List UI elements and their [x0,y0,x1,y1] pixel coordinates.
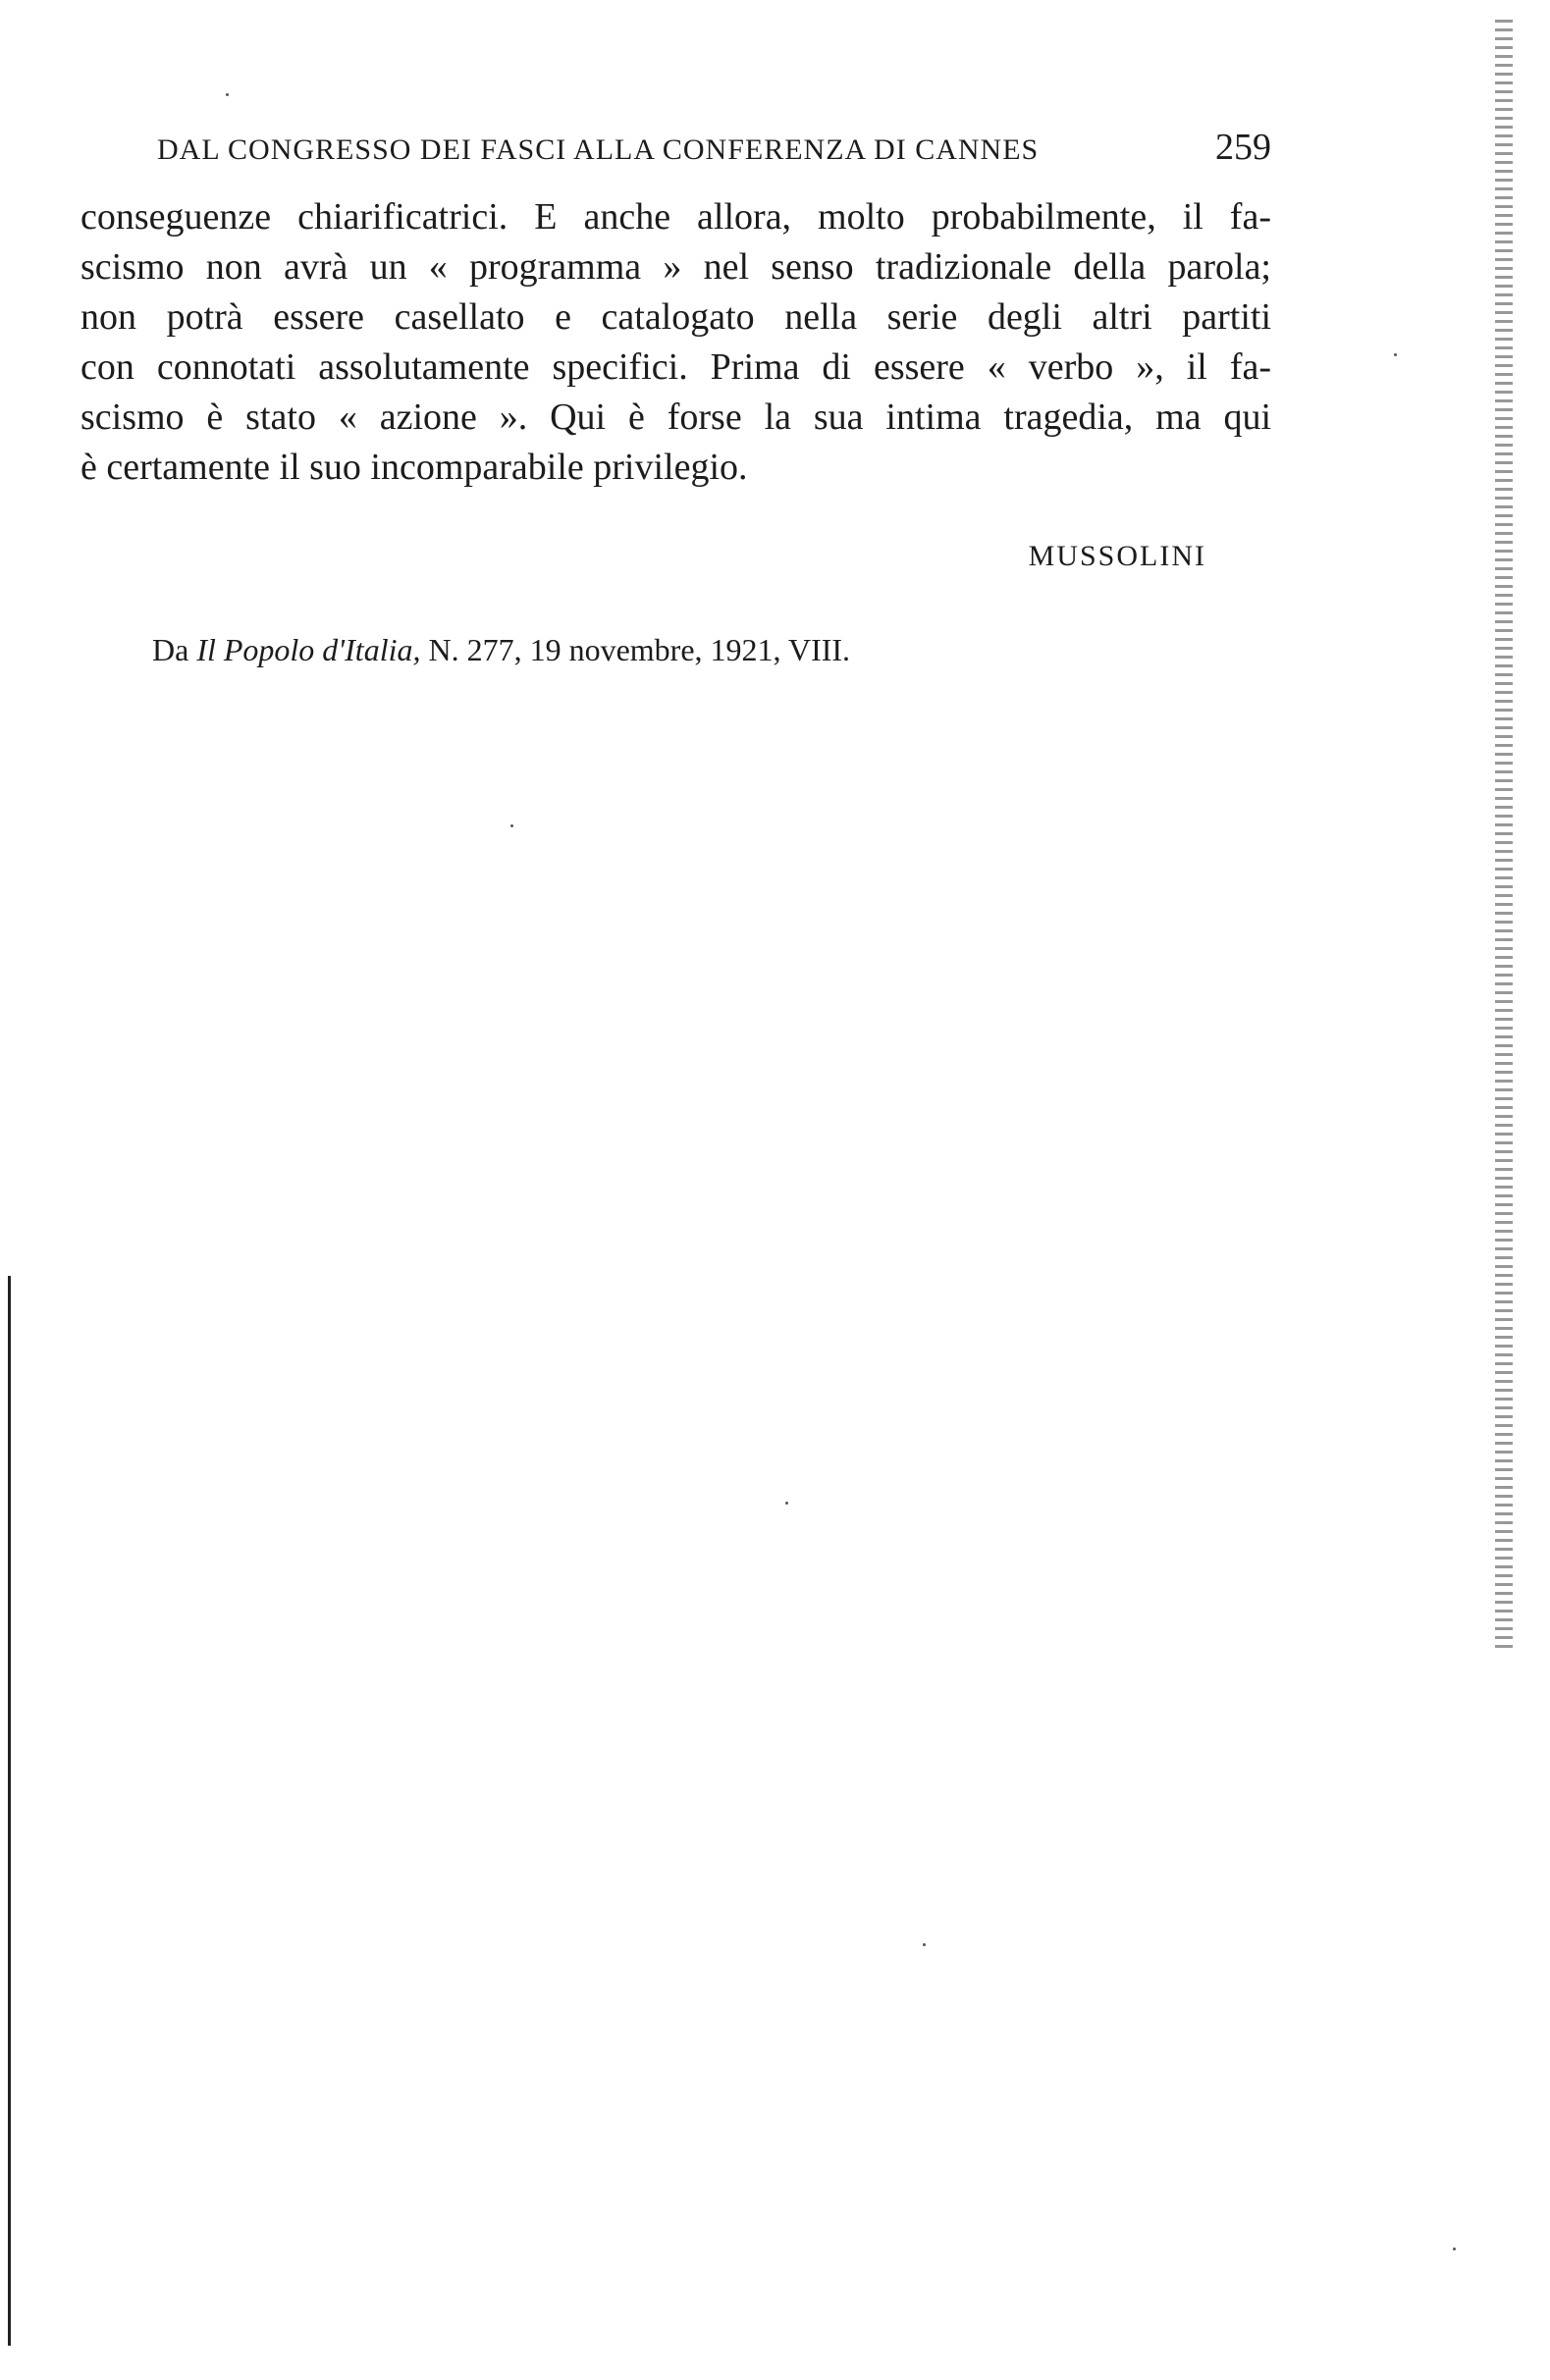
body-line: non potrà essere casellato e catalogato nella serie degli altri partiti [80,296,1271,338]
source-citation [152,632,850,668]
scan-speck [226,93,229,96]
scan-speck [923,1943,926,1946]
author-signature: MUSSOLINI [1028,540,1206,572]
scan-speck [785,1502,788,1505]
body-line: conseguenze chiarificatrici. E anche allora, molto probabilmente, il fa- [80,196,1271,238]
body-line: con connotati assolutamente specifici. Prima di essere « verbo », il fa- [80,346,1271,388]
scan-speck [510,824,513,827]
body-line: è certamente il suo incomparabile privilegio. [80,447,748,488]
scan-speck [1394,353,1397,356]
scan-edge-left [8,1276,11,2346]
source-publication: Il Popolo d'Italia, [196,632,421,667]
body-line: scismo è stato « azione ». Qui è forse la sua intima tragedia, ma qui [80,397,1271,438]
page-number: 259 [1215,127,1271,168]
running-title: DAL CONGRESSO DEI FASCI ALLA CONFERENZA DI CANNES [157,133,1040,166]
scan-edge-right [1495,20,1513,1649]
scan-speck [1453,2248,1456,2250]
body-paragraph [80,192,1271,493]
source-prefix: Da [152,632,189,667]
running-header [157,126,1271,173]
body-line: scismo non avrà un « programma » nel senso tradizionale della parola; [80,246,1271,288]
source-details: N. 277, 19 novembre, 1921, VIII. [428,632,851,667]
